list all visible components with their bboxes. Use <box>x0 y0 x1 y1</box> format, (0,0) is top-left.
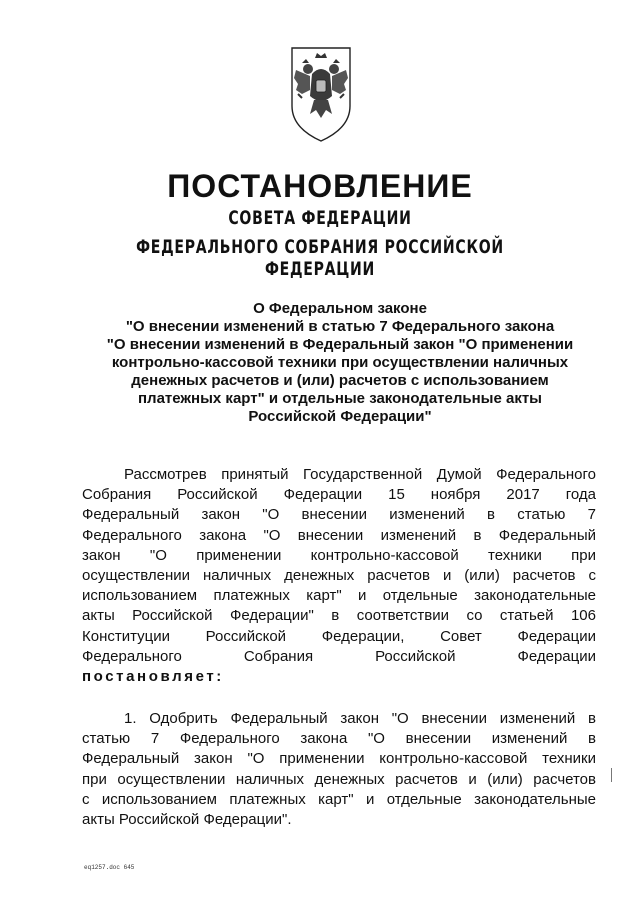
file-code-footer: eq1257.doc 645 <box>84 864 135 871</box>
preamble-line: Конституции Российской Федерации, Совет Федерации <box>82 627 596 645</box>
preamble-line: Федеральный закон "О внесении изменений в статью 7 <box>82 506 596 524</box>
subject-line: Российской Федерации" <box>248 408 432 425</box>
clause-line: 1. Одобрить Федеральный закон "О внесении изменений в <box>124 710 596 727</box>
subject-line: платежных карт" и отдельные законодательные акты <box>138 390 542 407</box>
subject-line: контрольно-кассовой техники при осуществлении наличных <box>111 354 569 371</box>
subject-line: "О внесении изменений в статью 7 Федерального закона <box>125 318 555 335</box>
issuer-heading-line2: ФЕДЕРАЛЬНОГО СОБРАНИЯ РОССИЙСКОЙ ФЕДЕРАЦИИ <box>136 236 504 280</box>
preamble-line: Федерального закона "О внесении изменений в Федеральный <box>82 526 596 544</box>
subject-line: "О внесении изменений в Федеральный закон "О применении <box>106 336 574 353</box>
russian-coat-of-arms-icon <box>288 44 354 144</box>
resolution-subject <box>40 300 640 426</box>
clause-line: с использованием платежных карт" и отдельные законодательные <box>82 790 596 808</box>
preamble-line: акты Российской Федерации" в соответствии со статьей 106 <box>82 607 596 625</box>
document-type-heading: ПОСТАНОВЛЕНИЕ <box>167 168 473 204</box>
preamble-line: Собрания Российской Федерации 15 ноября 2017 года <box>82 486 596 504</box>
resolves-keyword: постановляет: <box>82 667 224 685</box>
clause-line: при осуществлении наличных денежных расчетов и (или) расчетов <box>82 770 596 788</box>
clause-line: статью 7 Федерального закона "О внесении изменений в <box>82 730 596 748</box>
preamble-line: осуществлении наличных денежных расчетов и (или) расчетов с <box>82 566 596 584</box>
subject-line: денежных расчетов и (или) расчетов с использованием <box>131 372 549 389</box>
clause-line: Федеральный закон "О применении контрольно-кассовой техники <box>82 750 596 768</box>
clause-line: акты Российской Федерации". <box>82 810 292 828</box>
subject-line: О Федеральном законе <box>253 300 427 317</box>
preamble-paragraph <box>82 465 596 687</box>
preamble-line: закон "О применении контрольно-кассовой техники при <box>82 546 596 564</box>
scan-artifact-mark <box>611 768 612 782</box>
preamble-line: Рассмотрев принятый Государственной Думой Федерального <box>124 466 596 483</box>
clause-1-paragraph <box>82 709 596 830</box>
issuer-heading-line1: СОВЕТА ФЕДЕРАЦИИ <box>228 207 412 229</box>
preamble-line: Федерального Собрания Российской Федерации <box>82 647 596 665</box>
preamble-line: использованием платежных карт" и отдельные законодательные <box>82 587 596 605</box>
